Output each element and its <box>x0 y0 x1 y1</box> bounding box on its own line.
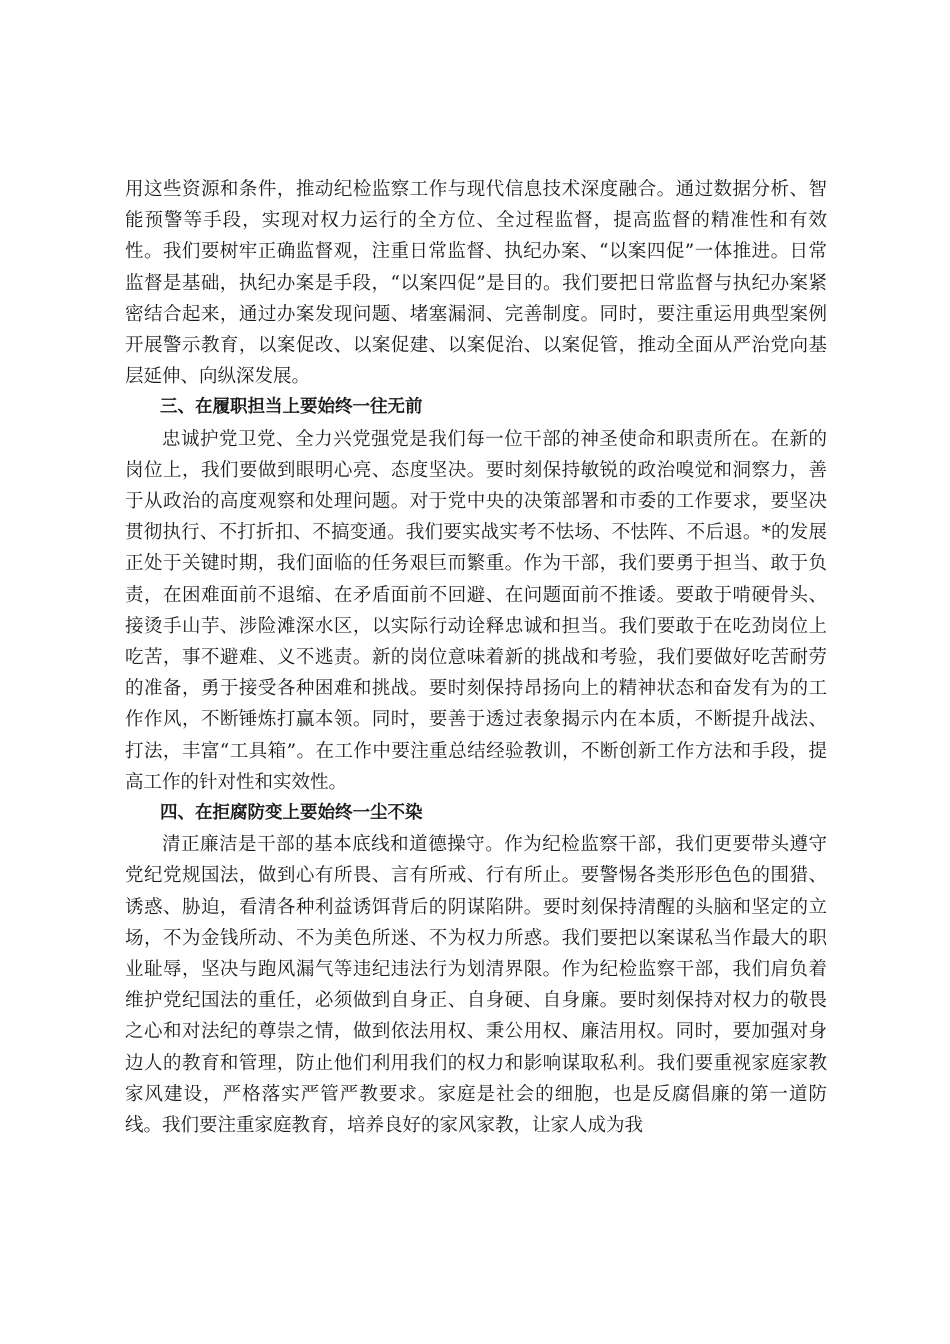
section-heading: 三、在履职担当上要始终一往无前 <box>160 397 423 418</box>
document-page <box>125 174 827 1141</box>
body-paragraph: 清正廉洁是干部的基本底线和道德操守。作为纪检监察干部，我们更要带头遵守党纪党规国法，做到心有所畏、言有所戒、行有所止。要警惕各类形形色色的围猎、诱惑、胁迫，看清各种利益诱饵背后的阴谋陷阱。要时刻保持清醒的头脑和坚定的立场，不为金钱所动、不为美色所迷、不为权力所惑。我们要把以案谋私当作最大的职业耻辱，坚决与跑风漏气等违纪违法行为划清界限。作为纪检监察干部，我们肩负着维护党纪国法的重任，必须做到自身正、自身硬、自身廉。要时刻保持对权力的敬畏之心和对法纪的尊崇之情，做到依法用权、秉公用权、廉洁用权。同时，要加强对身边人的教育和管理，防止他们利用我们的权力和影响谋取私利。我们要重视家庭家教家风建设，严格落实严管严教要求。家庭是社会的细胞，也是反腐倡廉的第一道防线。我们要注重家庭教育，培养良好的家风家教，让家人成为我 <box>125 834 827 1137</box>
section-heading: 四、在拒腐防变上要始终一尘不染 <box>160 803 423 824</box>
body-paragraph: 忠诚护党卫党、全力兴党强党是我们每一位干部的神圣使命和职责所在。在新的岗位上，我们要做到眼明心亮、态度坚决。要时刻保持敏锐的政治嗅觉和洞察力，善于从政治的高度观察和处理问题。对于党中央的决策部署和市委的工作要求，要坚决贯彻执行、不打折扣、不搞变通。我们要实战实考不怯场、不怯阵、不后退。*的发展正处于关键时期，我们面临的任务艰巨而繁重。作为干部，我们要勇于担当、敢于负责，在困难面前不退缩、在矛盾面前不回避、在问题面前不推诿。要敢于啃硬骨头、接烫手山芋、涉险滩深水区，以实际行动诠释忠诚和担当。我们要敢于在吃劲岗位上吃苦，事不避难、义不逃责。新的岗位意味着新的挑战和考验，我们要做好吃苦耐劳的准备，勇于接受各种困难和挑战。要时刻保持昂扬向上的精神状态和奋发有为的工作作风，不断锤炼打赢本领。同时，要善于透过表象揭示内在本质，不断提升战法、打法，丰富“工具箱”。在工作中要注重总结经验教训，不断创新工作方法和手段，提高工作的针对性和实效性。 <box>125 428 827 793</box>
body-paragraph: 用这些资源和条件，推动纪检监察工作与现代信息技术深度融合。通过数据分析、智能预警等手段，实现对权力运行的全方位、全过程监督，提高监督的精准性和有效性。我们要树牢正确监督观，注重日常监督、执纪办案、“以案四促”一体推进。日常监督是基础，执纪办案是手段，“以案四促”是目的。我们要把日常监督与执纪办案紧密结合起来，通过办案发现问题、堵塞漏洞、完善制度。同时，要注重运用典型案例开展警示教育，以案促改、以案促建、以案促治、以案促管，推动全面从严治党向基层延伸、向纵深发展。 <box>125 179 827 388</box>
